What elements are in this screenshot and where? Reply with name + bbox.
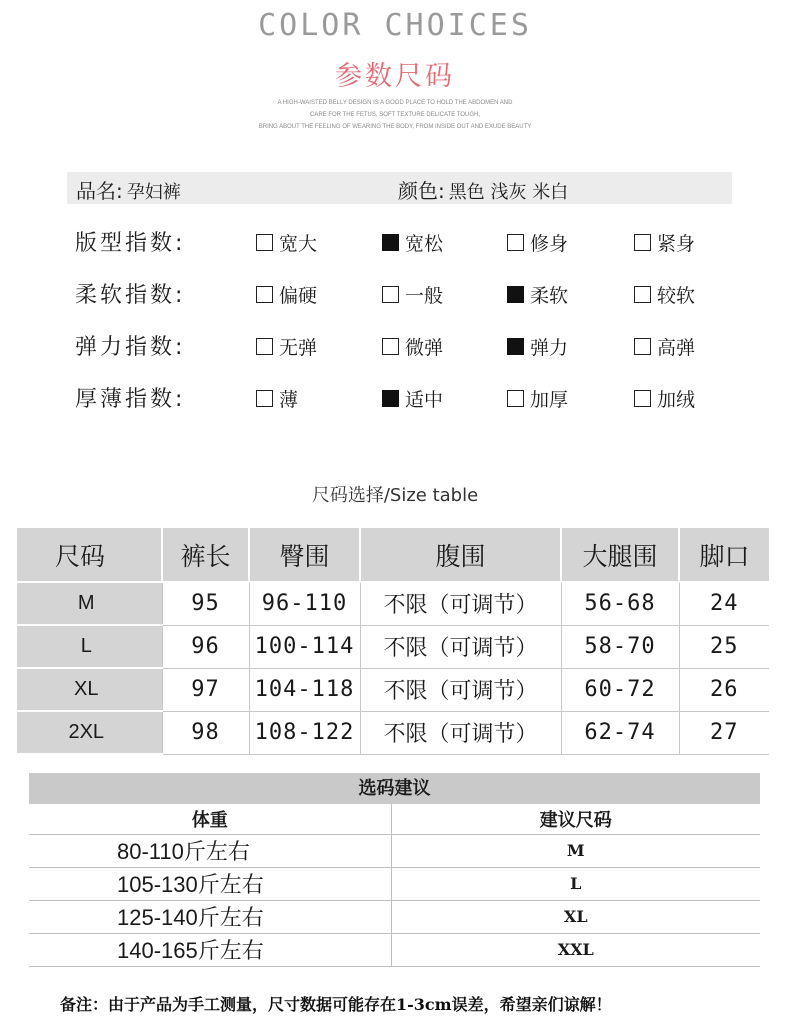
size-label-cell: 2XL [17, 711, 162, 754]
index-option-label: 适中 [405, 389, 444, 411]
table-row [17, 582, 769, 625]
table-cell: 26 [679, 668, 769, 711]
index-option [382, 385, 443, 412]
size-table [17, 528, 769, 755]
table-cell: 104-118 [249, 668, 360, 711]
index-option [256, 385, 298, 412]
table-cell: 不限（可调节） [360, 711, 561, 754]
unchecked-box-icon [256, 234, 273, 251]
table-row [29, 867, 760, 900]
index-option-label: 宽松 [405, 233, 444, 255]
weight-cell: 140-165斤左右 [29, 933, 391, 966]
index-option-label: 修身 [530, 233, 569, 255]
recommendation-table [29, 804, 760, 967]
index-option-label: 紧身 [657, 233, 696, 255]
unchecked-box-icon [634, 338, 651, 355]
weight-cell: 105-130斤左右 [29, 867, 391, 900]
index-option-label: 较软 [657, 285, 696, 307]
header-title: COLOR CHOICES [258, 8, 532, 43]
recommendation-title: 选码建议 [29, 773, 760, 804]
index-option-label: 无弹 [279, 337, 318, 359]
index-option [634, 281, 695, 308]
index-option-label: 弹力 [530, 337, 569, 359]
measurement-note: 备注：由于产品为手工测量，尺寸数据可能存在1-3cm误差，希望亲们谅解！ [60, 995, 612, 1014]
table-row [17, 625, 769, 668]
table-cell: 100-114 [249, 625, 360, 668]
table-cell: 25 [679, 625, 769, 668]
index-option [256, 281, 317, 308]
index-option [507, 385, 568, 412]
product-color [398, 175, 568, 204]
table-row [17, 668, 769, 711]
index-label: 弹力指数: [75, 335, 186, 360]
unchecked-box-icon [382, 286, 399, 303]
table-cell: 27 [679, 711, 769, 754]
index-option [382, 281, 443, 308]
index-option-label: 加厚 [530, 389, 569, 411]
table-cell: 不限（可调节） [360, 582, 561, 625]
column-header: 臀围 [249, 528, 360, 582]
index-option-label: 薄 [279, 389, 299, 411]
column-header: 尺码 [17, 528, 162, 582]
product-name [76, 175, 181, 204]
index-option [382, 229, 443, 256]
column-header: 建议尺码 [391, 804, 760, 834]
product-color-value: 黑色 浅灰 米白 [448, 182, 569, 203]
product-name-label: 品名: [76, 179, 123, 203]
recommended-size-cell: L [391, 867, 760, 900]
table-cell: 不限（可调节） [360, 625, 561, 668]
column-header: 裤长 [162, 528, 249, 582]
index-option [634, 333, 695, 360]
index-option [634, 385, 695, 412]
table-row [17, 711, 769, 754]
index-option [256, 229, 317, 256]
table-cell: 97 [162, 668, 249, 711]
unchecked-box-icon [382, 338, 399, 355]
unchecked-box-icon [256, 338, 273, 355]
header-description [0, 97, 790, 133]
description-line: CARE FOR THE FETUS, SOFT TEXTURE DELICATE TOUGH, [309, 112, 481, 118]
index-option [507, 229, 568, 256]
table-cell: 60-72 [561, 668, 679, 711]
index-label: 版型指数: [75, 231, 186, 256]
index-option-label: 偏硬 [279, 285, 318, 307]
index-option-label: 微弹 [405, 337, 444, 359]
unchecked-box-icon [507, 390, 524, 407]
index-option [507, 281, 568, 308]
size-label-cell: L [17, 625, 162, 668]
index-label: 柔软指数: [75, 283, 186, 308]
recommendation-header-row [29, 804, 760, 834]
table-cell: 108-122 [249, 711, 360, 754]
weight-cell: 80-110斤左右 [29, 834, 391, 867]
index-option-label: 柔软 [530, 285, 569, 307]
index-option [507, 333, 568, 360]
index-label: 厚薄指数: [75, 387, 186, 412]
size-table-header-row [17, 528, 769, 582]
header-subtitle: 参数尺码 [335, 61, 455, 92]
table-cell: 不限（可调节） [360, 668, 561, 711]
unchecked-box-icon [507, 234, 524, 251]
recommended-size-cell: M [391, 834, 760, 867]
table-cell: 96-110 [249, 582, 360, 625]
index-option [382, 333, 443, 360]
recommended-size-cell: XL [391, 900, 760, 933]
checked-box-icon [507, 338, 524, 355]
checked-box-icon [507, 286, 524, 303]
table-cell: 56-68 [561, 582, 679, 625]
column-header: 腹围 [360, 528, 561, 582]
unchecked-box-icon [634, 390, 651, 407]
description-line: BRING ABOUT THE FEELING OF WEARING THE BODY, FROM INSIDE OUT AND EXUDE BEAUTY [258, 124, 532, 130]
product-name-value: 孕妇裤 [126, 182, 181, 203]
checked-box-icon [382, 390, 399, 407]
product-color-label: 颜色: [398, 179, 445, 203]
column-header: 脚口 [679, 528, 769, 582]
index-option-label: 宽大 [279, 233, 318, 255]
table-cell: 24 [679, 582, 769, 625]
size-label-cell: M [17, 582, 162, 625]
column-header: 体重 [29, 804, 391, 834]
table-cell: 96 [162, 625, 249, 668]
recommended-size-cell: XXL [391, 933, 760, 966]
unchecked-box-icon [256, 390, 273, 407]
table-row [29, 900, 760, 933]
unchecked-box-icon [256, 286, 273, 303]
index-option-label: 加绒 [657, 389, 696, 411]
unchecked-box-icon [634, 286, 651, 303]
table-row [29, 834, 760, 867]
column-header: 大腿围 [561, 528, 679, 582]
table-cell: 98 [162, 711, 249, 754]
table-cell: 62-74 [561, 711, 679, 754]
table-cell: 58-70 [561, 625, 679, 668]
size-table-heading: 尺码选择/Size table [311, 485, 479, 506]
weight-cell: 125-140斤左右 [29, 900, 391, 933]
table-row [29, 933, 760, 966]
index-option-label: 一般 [405, 285, 444, 307]
size-label-cell: XL [17, 668, 162, 711]
checked-box-icon [382, 234, 399, 251]
index-option [256, 333, 317, 360]
index-option-label: 高弹 [657, 337, 696, 359]
description-line: A HIGH-WAISTED BELLY DESIGN IS A GOOD PLACE TO HOLD THE ABDOMEN AND [277, 100, 513, 106]
unchecked-box-icon [634, 234, 651, 251]
index-option [634, 229, 695, 256]
table-cell: 95 [162, 582, 249, 625]
